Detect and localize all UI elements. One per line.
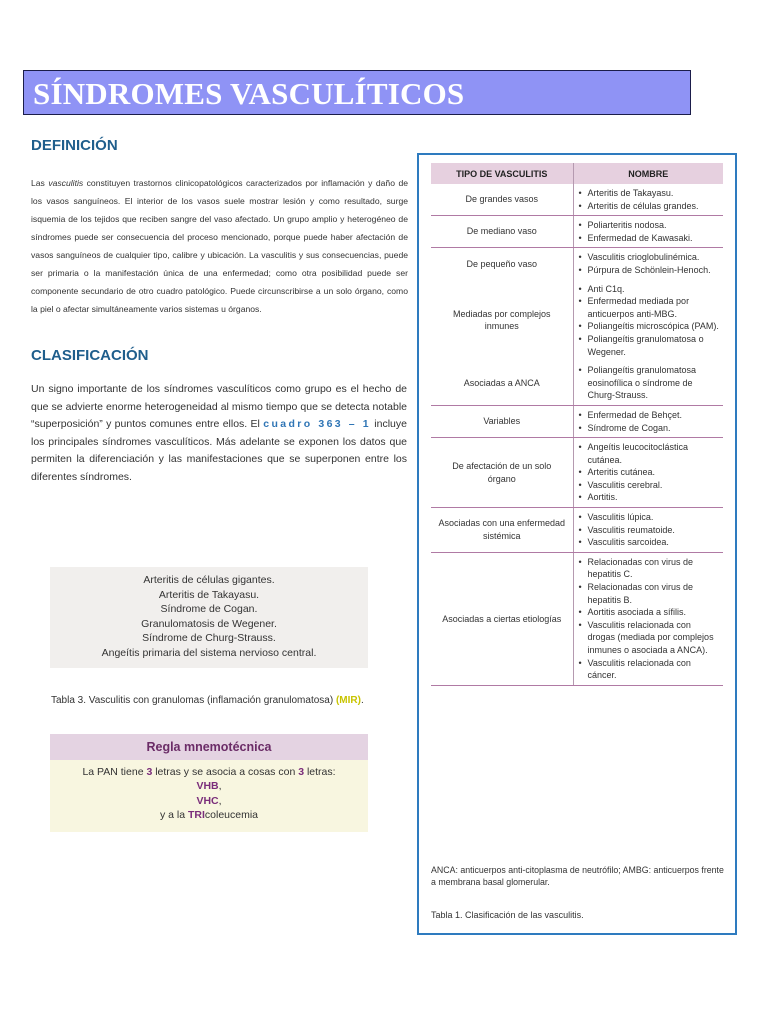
definicion-heading: DEFINICIÓN (31, 137, 118, 154)
list-item: • Púrpura de Schönlein-Henoch. (588, 264, 720, 277)
clasificacion-heading: CLASIFICACIÓN (31, 347, 149, 364)
granulomas-caption-text: Tabla 3. Vasculitis con granulomas (inflamación granulomatosa) (51, 695, 336, 706)
list-item: • Vasculitis relacionada con drogas (mediada por complejos inmunes o asociada a ANCA). (588, 619, 720, 657)
list-item: • Poliarteritis nodosa. (588, 219, 720, 232)
vasculitis-type-cell: Variables (431, 405, 573, 437)
table-row (431, 361, 723, 405)
list-item: • Poliangeítis microscópica (PAM). (588, 320, 720, 333)
vasculitis-names-cell (573, 280, 723, 362)
list-item: • Poliangeítis granulomatosa eosinofílica o síndrome de Churg-Strauss. (588, 364, 720, 402)
definicion-text-em: vasculitis (48, 178, 84, 188)
list-item: • Anti C1q. (588, 283, 720, 296)
table-row (431, 184, 723, 216)
list-item: • Relacionadas con virus de hepatitis C. (588, 556, 720, 581)
names-list (578, 556, 720, 682)
names-list (578, 364, 720, 402)
vasculitis-names-cell (573, 508, 723, 553)
table-row (431, 405, 723, 437)
granuloma-item: Arteritis de células gigantes. (143, 574, 275, 586)
definicion-text-pre: Las (31, 178, 49, 188)
names-list (578, 187, 720, 212)
list-item: • Vasculitis lúpica. (588, 511, 720, 524)
list-item: • Vasculitis cerebral. (588, 479, 720, 492)
granulomas-caption (51, 695, 364, 706)
vasculitis-table-body (431, 184, 723, 685)
granuloma-item: Angeítis primaria del sistema nervioso central. (101, 646, 317, 659)
clasificacion-text-post: incluye los principales síndromes vasculíticos. Más adelante se exponen los datos que permiten la diferenciación y las manifestaciones que se superponen entre los diferentes síndromes. (31, 418, 407, 483)
names-list (578, 511, 720, 549)
vasculitis-names-cell (573, 438, 723, 508)
list-item: • Vasculitis crioglobulinémica. (588, 251, 720, 264)
list-item: • Angeítis leucocitoclástica cutánea. (588, 441, 720, 466)
vasculitis-table (431, 163, 723, 686)
vasculitis-type-cell: Asociadas a ciertas etiologías (431, 552, 573, 685)
clasificacion-paragraph (31, 381, 407, 486)
mnemonic-line-4 (50, 808, 368, 822)
table-row (431, 552, 723, 685)
mnemonic-highlight: TRI (187, 809, 205, 822)
definicion-text-post: constituyen trastornos clinicopatológicos caracterizados por inflamación y daño de los vasos sanguíneos. El interior de los vasos suele mostrar lesión y como resultado, surge isquemia de los tejidos que reciben sangre del vaso afectado. Un grupo amplio y heterogéneo de síndromes puede ser consecuencia del proceso mencionado, porque puede haber afectación de vasos sanguíneos de cualquier tipo, calibre y ubicación. La vasculitis y sus consecuencias, puede ser primaria o la manifestación única de una enfermedad; como otra posibilidad puede ser componente secundario de otro cuadro patológico. Puede circunscribirse a un solo órgano, como la piel o afectar simultáneamente varios sistemas u órganos. (31, 178, 408, 314)
column-header-nombre: NOMBRE (573, 163, 723, 184)
vasculitis-type-cell: Mediadas por complejos inmunes (431, 280, 573, 362)
list-item: • Vasculitis sarcoidea. (588, 536, 720, 549)
names-list (578, 283, 720, 359)
mnemonic-text: letras y se asocia a cosas con (152, 766, 299, 778)
list-item: • Enfermedad mediada por anticuerpos anti-MBG. (588, 295, 720, 320)
mnemonic-line-1 (50, 765, 368, 779)
vasculitis-names-cell (573, 405, 723, 437)
granuloma-item: Síndrome de Cogan. (160, 603, 258, 616)
granuloma-item: Síndrome de Churg-Strauss. (142, 632, 276, 645)
title-banner (23, 70, 691, 115)
list-item: • Enfermedad de Behçet. (588, 409, 720, 422)
list-item: • Arteritis de células grandes. (588, 200, 720, 213)
granuloma-item: Arteritis de Takayasu. (158, 588, 260, 601)
vasculitis-names-cell (573, 248, 723, 280)
list-item: • Poliangeítis granulomatosa o Wegener. (588, 333, 720, 358)
definicion-paragraph (31, 174, 408, 318)
mnemonic-text: y a la (159, 809, 188, 822)
table-row (431, 438, 723, 508)
list-item: • Arteritis de Takayasu. (588, 187, 720, 200)
names-list (578, 409, 720, 434)
vasculitis-type-cell: De mediano vaso (431, 216, 573, 248)
vasculitis-names-cell (573, 361, 723, 405)
list-item: • Aortitis. (588, 491, 720, 504)
table-row (431, 248, 723, 280)
vasculitis-type-cell: Asociadas con una enfermedad sistémica (431, 508, 573, 553)
list-item: • Vasculitis relacionada con cáncer. (588, 657, 720, 682)
vasculitis-names-cell (573, 184, 723, 216)
list-item: • Síndrome de Cogan. (588, 422, 720, 435)
cuadro-reference-link[interactable]: cuadro 363 – 1 (263, 418, 371, 430)
mnemonic-body (50, 760, 368, 832)
vasculitis-type-cell: De afectación de un solo órgano (431, 438, 573, 508)
clasificacion-text-pre: Un signo importante de los síndromes vasculíticos como grupo es el hecho de que se advierte enorme heterogeneidad al mismo tiempo que se detecta notable “superposición” y puntos comunes entre ellos. El (31, 383, 407, 430)
vasculitis-type-cell: Asociadas a ANCA (431, 361, 573, 405)
mnemonic-highlight: VHC (196, 794, 219, 807)
table-caption: Tabla 1. Clasificación de las vasculitis. (431, 910, 584, 920)
names-list (578, 251, 720, 276)
table-row (431, 216, 723, 248)
list-item: • Enfermedad de Kawasaki. (588, 232, 720, 245)
mnemonic-highlight: VHB (196, 780, 219, 793)
names-list (578, 441, 720, 504)
mnemonic-text: , (218, 780, 222, 793)
list-item: • Vasculitis reumatoide. (588, 524, 720, 537)
column-header-tipo: TIPO DE VASCULITIS (431, 163, 573, 184)
mnemonic-text: letras: (304, 766, 336, 778)
list-item: • Aortitis asociada a sífilis. (588, 606, 720, 619)
names-list (578, 219, 720, 244)
mnemonic-highlight: 3 (298, 766, 305, 778)
list-item: • Arteritis cutánea. (588, 466, 720, 479)
mir-tag: (MIR) (335, 695, 361, 706)
mnemonic-highlight: 3 (146, 766, 153, 778)
mnemonic-title: Regla mnemotécnica (50, 734, 368, 760)
table-row (431, 508, 723, 553)
granuloma-item: Granulomatosis de Wegener. (141, 617, 277, 630)
mnemonic-line-3 (50, 794, 368, 808)
table-row (431, 280, 723, 362)
page-title: SÍNDROMES VASCULÍTICOS (33, 76, 465, 111)
mnemonic-text: La PAN tiene (82, 766, 147, 778)
vasculitis-type-cell: De grandes vasos (431, 184, 573, 216)
table-header-row (431, 163, 723, 184)
vasculitis-type-cell: De pequeño vaso (431, 248, 573, 280)
list-item: • Relacionadas con virus de hepatitis B. (588, 581, 720, 606)
vasculitis-names-cell (573, 552, 723, 685)
mnemonic-line-2 (50, 779, 368, 793)
granulomas-caption-end: . (360, 695, 364, 706)
classification-panel (417, 153, 737, 935)
table-footnote: ANCA: anticuerpos anti-citoplasma de neutrófilo; AMBG: anticuerpos frente a membrana basal glomerular. (431, 865, 724, 888)
granulomas-box (50, 567, 368, 668)
vasculitis-names-cell (573, 216, 723, 248)
mnemonic-text: coleucemia (204, 809, 259, 822)
mnemonic-text: , (218, 794, 222, 807)
